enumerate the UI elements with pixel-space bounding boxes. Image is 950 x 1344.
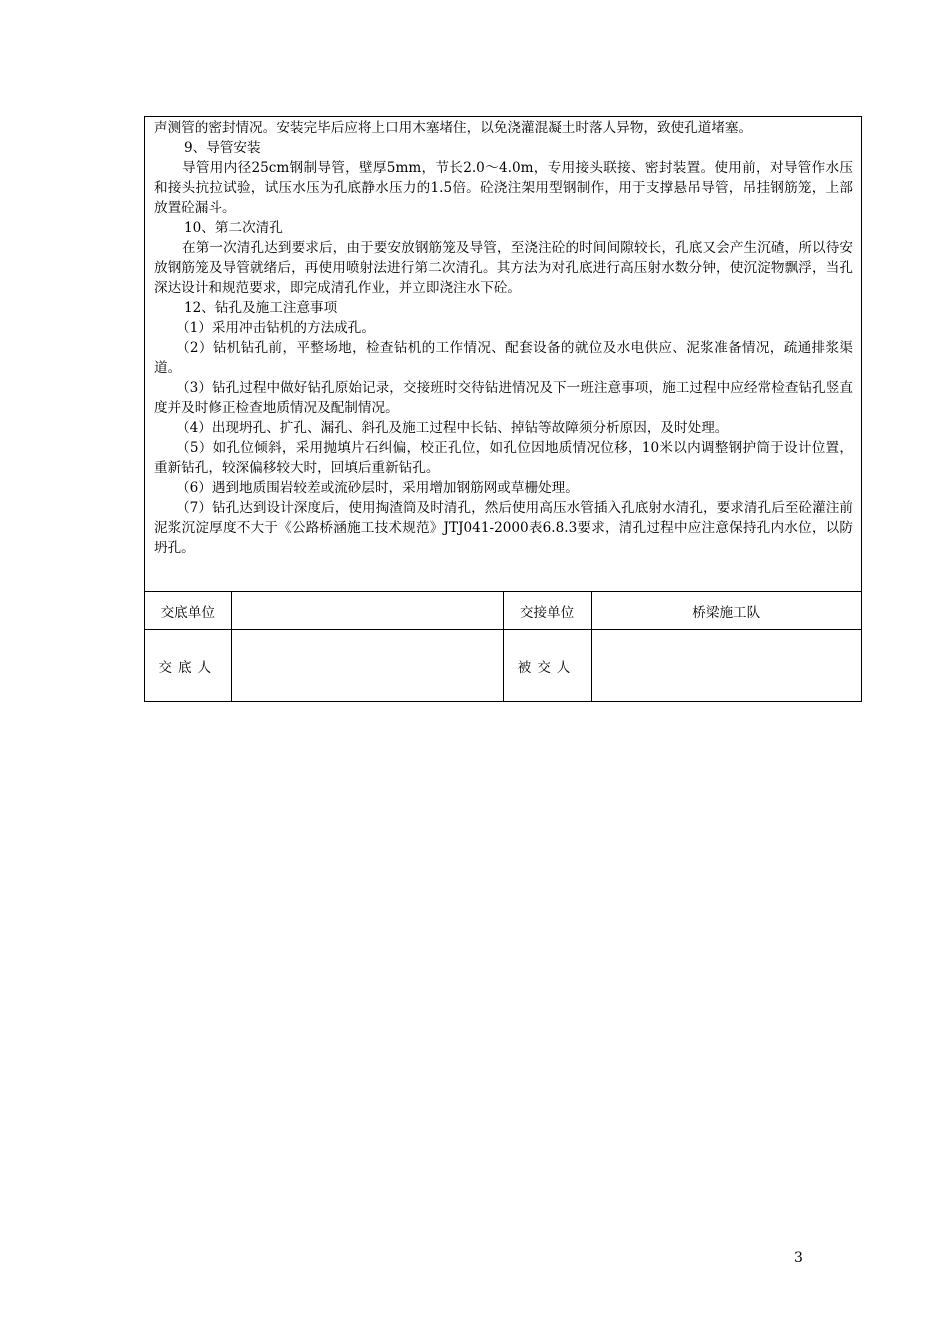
- section-heading: 9、导管安装: [184, 140, 261, 156]
- paragraph: （5）如孔位倾斜，采用抛填片石纠偏，校正孔位，如孔位因地质情况位移，10米以内调整钢护筒于设计位置，重新钻孔，较深偏移较大时，回填后重新钻孔。: [154, 440, 853, 476]
- handover-person-value: [231, 630, 503, 702]
- receiver-value: [591, 630, 861, 702]
- section-heading: 10、第二次清孔: [184, 220, 283, 236]
- paragraph: （6）遇到地质围岩较差或流砂层时，采用增加钢筋网或草栅处理。: [176, 480, 579, 496]
- section-heading: 12、钻孔及施工注意事项: [184, 300, 338, 316]
- paragraph: 在第一次清孔达到要求后，由于要安放钢筋笼及导管，至浇注砼的时间间隙较长，孔底又会产生沉碴，所以待安放钢筋笼及导管就绪后，再使用喷射法进行第二次清孔。其方法为对孔底进行高压射水数分钟，使沉淀物飘浮，当孔深达设计和规范要求，即完成清孔作业，并立即浇注水下砼。: [154, 240, 853, 296]
- paragraph: 导管用内径25cm钢制导管，壁厚5mm，节长2.0～4.0m，专用接头联接、密封装置。使用前，对导管作水压和接头抗拉试验，试压水压为孔底静水压力的1.5倍。砼浇注架用型钢制作，用于支撑悬吊导管，吊挂钢筋笼，上部放置砼漏斗。: [154, 160, 853, 216]
- signature-table: [145, 592, 861, 701]
- person-row: [145, 630, 861, 702]
- paragraph: （3）钻孔过程中做好钻孔原始记录，交接班时交待钻进情况及下一班注意事项，施工过程中应经常检查钻孔竖直度并及时修正检查地质情况及配制情况。: [154, 380, 853, 416]
- page-number: 3: [794, 1250, 803, 1266]
- handover-unit-label: 交底单位: [145, 592, 231, 630]
- paragraph: （2）钻机钻孔前，平整场地，检查钻机的工作情况、配套设备的就位及水电供应、泥浆准备情况，疏通排浆渠道。: [154, 340, 853, 376]
- paragraph: （1）采用冲击钻机的方法成孔。: [176, 320, 375, 336]
- paragraph: （7）钻孔达到设计深度后，使用掏渣筒及时清孔，然后使用高压水管插入孔底射水清孔，要求清孔后至砼灌注前泥浆沉淀厚度不大于《公路桥涵施工技术规范》JTJ041-2000表6.8.3要求，清孔过程中应注意保持孔内水位，以防坍孔。: [154, 500, 853, 556]
- content-section: [145, 117, 861, 592]
- handover-unit-value: [231, 592, 503, 630]
- paragraph: （4）出现坍孔、扩孔、漏孔、斜孔及施工过程中长钻、掉钻等故障须分析原因，及时处理。: [176, 420, 729, 436]
- receiver-label: 被交人: [503, 630, 591, 702]
- handover-person-label: 交底人: [145, 630, 231, 702]
- disclosure-document: [144, 116, 862, 702]
- receiving-unit-value: 桥梁施工队: [591, 592, 861, 630]
- unit-row: [145, 592, 861, 630]
- paragraph: 声测管的密封情况。安装完毕后应将上口用木塞堵住，以免浇灌混凝土时落人异物，致使孔道堵塞。: [154, 120, 753, 136]
- receiving-unit-label: 交接单位: [503, 592, 591, 630]
